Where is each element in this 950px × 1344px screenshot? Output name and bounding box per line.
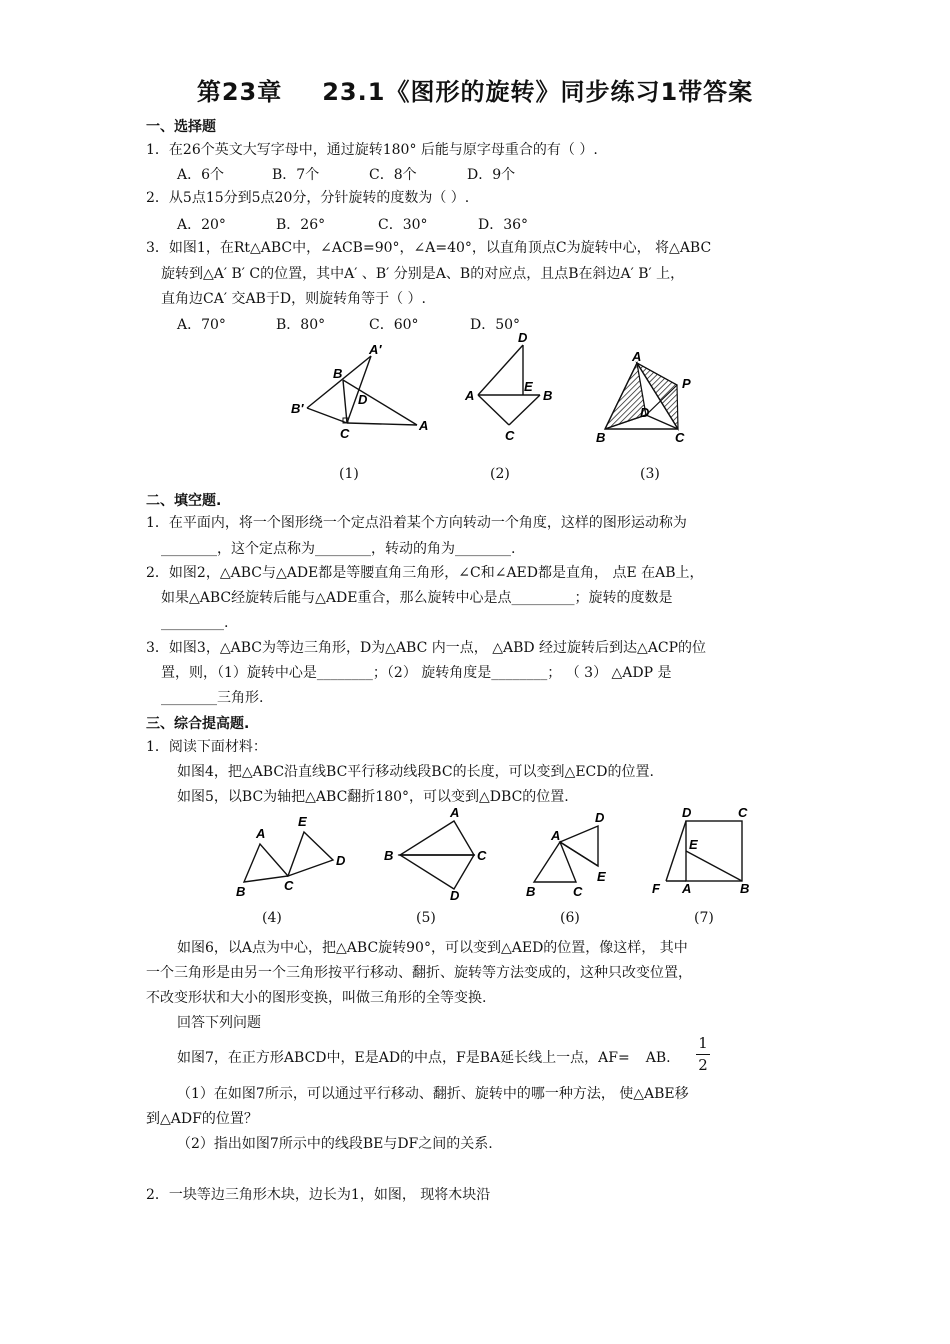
fill-q1-line-1: 1．在平面内，将一个图形绕一个定点沿着某个方向转动一个角度，这样的图形运动称为 [146, 515, 687, 531]
figure-3 [590, 345, 705, 450]
label-a: A [551, 828, 561, 843]
q2-option-b: B．26° [276, 217, 326, 233]
comp-para-1: 如图4，把△ABC沿直线BC平行移动线段BC的长度，可以变到△ECD的位置. [177, 764, 654, 780]
answer-heading: 回答下列问题 [177, 1015, 261, 1031]
label-d: D [518, 330, 528, 345]
figure-5 [378, 805, 493, 900]
label-a: A [450, 805, 460, 820]
label-b-prime: B′ [291, 401, 304, 416]
comp-question-2: 2．一块等边三角形木块，边长为1，如图， 现将木块沿 [146, 1187, 491, 1203]
label-c: C [340, 426, 350, 441]
comp-para-3-line-2: 一个三角形是由另一个三角形按平行移动、翻折、旋转等方法变成的，这种只改变位置， [146, 965, 692, 981]
fill-q2-line-2: 如果△ABC经旋转后能与△ADE重合，那么旋转中心是点_________；旋转的度数是 [161, 590, 673, 606]
figure-5-caption: (5) [416, 910, 436, 926]
question-1-3-line-3: 直角边CA′ 交AB于D，则旋转角等于（ ）. [161, 291, 426, 307]
q3-option-d: D．50° [470, 317, 521, 333]
comp-para-3-line-1: 如图6，以A点为中心，把△ABC旋转90°，可以变到△AED的位置，像这样， 其中 [177, 940, 688, 956]
label-a: A [632, 349, 642, 364]
q2-option-c: C．30° [378, 217, 428, 233]
q1-option-d: D．9个 [467, 167, 516, 183]
question-1-3-line-1: 3．如图1，在Rt△ABC中，∠ACB=90°，∠A=40°，以直角顶点C为旋转中心， 将△ABC [146, 240, 712, 256]
question-1-1: 1．在26个英文大写字母中，通过旋转180° 后能与原字母重合的有（ ）. [146, 142, 598, 158]
q3-option-a: A．70° [177, 317, 226, 333]
section-heading-fill: 二、填空题. [146, 493, 222, 509]
label-d: D [450, 888, 460, 900]
figure-3-caption: (3) [640, 466, 660, 482]
label-c: C [573, 884, 583, 899]
figure-4 [230, 810, 355, 900]
figure-2 [460, 330, 560, 445]
label-b: B [543, 388, 553, 403]
q1-option-c: C．8个 [369, 167, 417, 183]
q1-option-a: A．6个 [177, 167, 225, 183]
label-b: B [333, 366, 343, 381]
q3-option-c: C．60° [369, 317, 419, 333]
label-c: C [477, 848, 487, 863]
label-e: E [597, 869, 606, 884]
figure-1-caption: (1) [339, 466, 359, 482]
label-e: E [298, 814, 307, 829]
question-1-3-line-2: 旋转到△A′ B′ C的位置，其中A′ 、B′ 分别是A、B的对应点，且点B在斜边A′ B′ 上， [161, 266, 685, 282]
figure-2-caption: (2) [490, 466, 510, 482]
label-d: D [358, 392, 368, 407]
figure-6 [520, 808, 620, 903]
comp-para-2: 如图5，以BC为轴把△ABC翻折180°，可以变到△DBC的位置. [177, 789, 569, 805]
q2-option-d: D．36° [478, 217, 529, 233]
label-b: B [596, 430, 606, 445]
label-d: D [336, 853, 346, 868]
label-a: A [419, 418, 429, 433]
sub-question-1-line-2: 到△ADF的位置？ [146, 1111, 258, 1127]
figure-6-caption: (6) [560, 910, 580, 926]
label-d: D [682, 805, 692, 820]
label-a: A [256, 826, 266, 841]
figure-1 [285, 340, 435, 450]
label-e: E [689, 837, 698, 852]
label-a: A [465, 388, 475, 403]
q2-option-a: A．20° [177, 217, 226, 233]
question-1-2: 2．从5点15分到5点20分，分针旋转的度数为（ ）. [146, 190, 470, 206]
label-c: C [738, 805, 748, 820]
label-c: C [505, 428, 515, 443]
comp-para-3-line-3: 不改变形状和大小的图形变换，叫做三角形的全等变换. [146, 990, 487, 1006]
fraction-bar [696, 1054, 710, 1055]
fraction-numerator: 1 [698, 1034, 708, 1052]
figure-4-caption: (4) [262, 910, 282, 926]
page-title: 第23章 23.1《图形的旋转》同步练习1带答案 [196, 78, 754, 106]
figure-7 [648, 805, 758, 900]
section-heading-comprehensive: 三、综合提高题. [146, 716, 250, 732]
label-d: D [640, 405, 650, 420]
label-p: P [682, 376, 691, 391]
fill-q2-line-1: 2．如图2，△ABC与△ADE都是等腰直角三角形，∠C和∠AED都是直角， 点E 在AB上， [146, 565, 704, 581]
label-b: B [526, 884, 536, 899]
label-a: A [682, 881, 692, 896]
fill-q3-line-1: 3．如图3，△ABC为等边三角形，D为△ABC 内一点， △ABD 经过旋转后到达△ACP的位 [146, 640, 707, 656]
fill-q3-line-2: 置，则，（1）旋转中心是________；（2） 旋转角度是________； （ 3） △ADP 是 [161, 665, 672, 681]
sub-question-2: （2）指出如图7所示中的线段BE与DF之间的关系. [177, 1136, 493, 1152]
fill-q1-line-2: ________，这个定点称为________，转动的角为________. [161, 541, 516, 557]
q3-option-b: B．80° [276, 317, 326, 333]
label-d: D [595, 810, 605, 825]
sub-question-1-line-1: （1）在如图7所示，可以通过平行移动、翻折、旋转中的哪一种方法， 使△ABE移 [177, 1086, 689, 1102]
label-c: C [675, 430, 685, 445]
comp-q1-intro: 1．阅读下面材料： [146, 739, 267, 755]
fill-q3-line-3: ________三角形. [161, 690, 264, 706]
section-heading-choice: 一、选择题 [146, 119, 216, 135]
segment-b-c [343, 380, 347, 423]
fig7-statement: 如图7，在正方形ABCD中，E是AD的中点，F是BA延长线上一点，AF= AB. [177, 1050, 671, 1066]
label-f: F [652, 881, 660, 896]
label-e: E [524, 379, 533, 394]
figure-7-caption: (7) [694, 910, 714, 926]
fraction-denominator: 2 [698, 1056, 708, 1074]
label-b: B [740, 881, 750, 896]
label-a-prime: A′ [369, 342, 382, 357]
label-b: B [236, 884, 246, 899]
q1-option-b: B．7个 [272, 167, 320, 183]
label-b: B [384, 848, 394, 863]
fill-q2-line-3: _________. [161, 615, 229, 631]
label-c: C [284, 878, 294, 893]
